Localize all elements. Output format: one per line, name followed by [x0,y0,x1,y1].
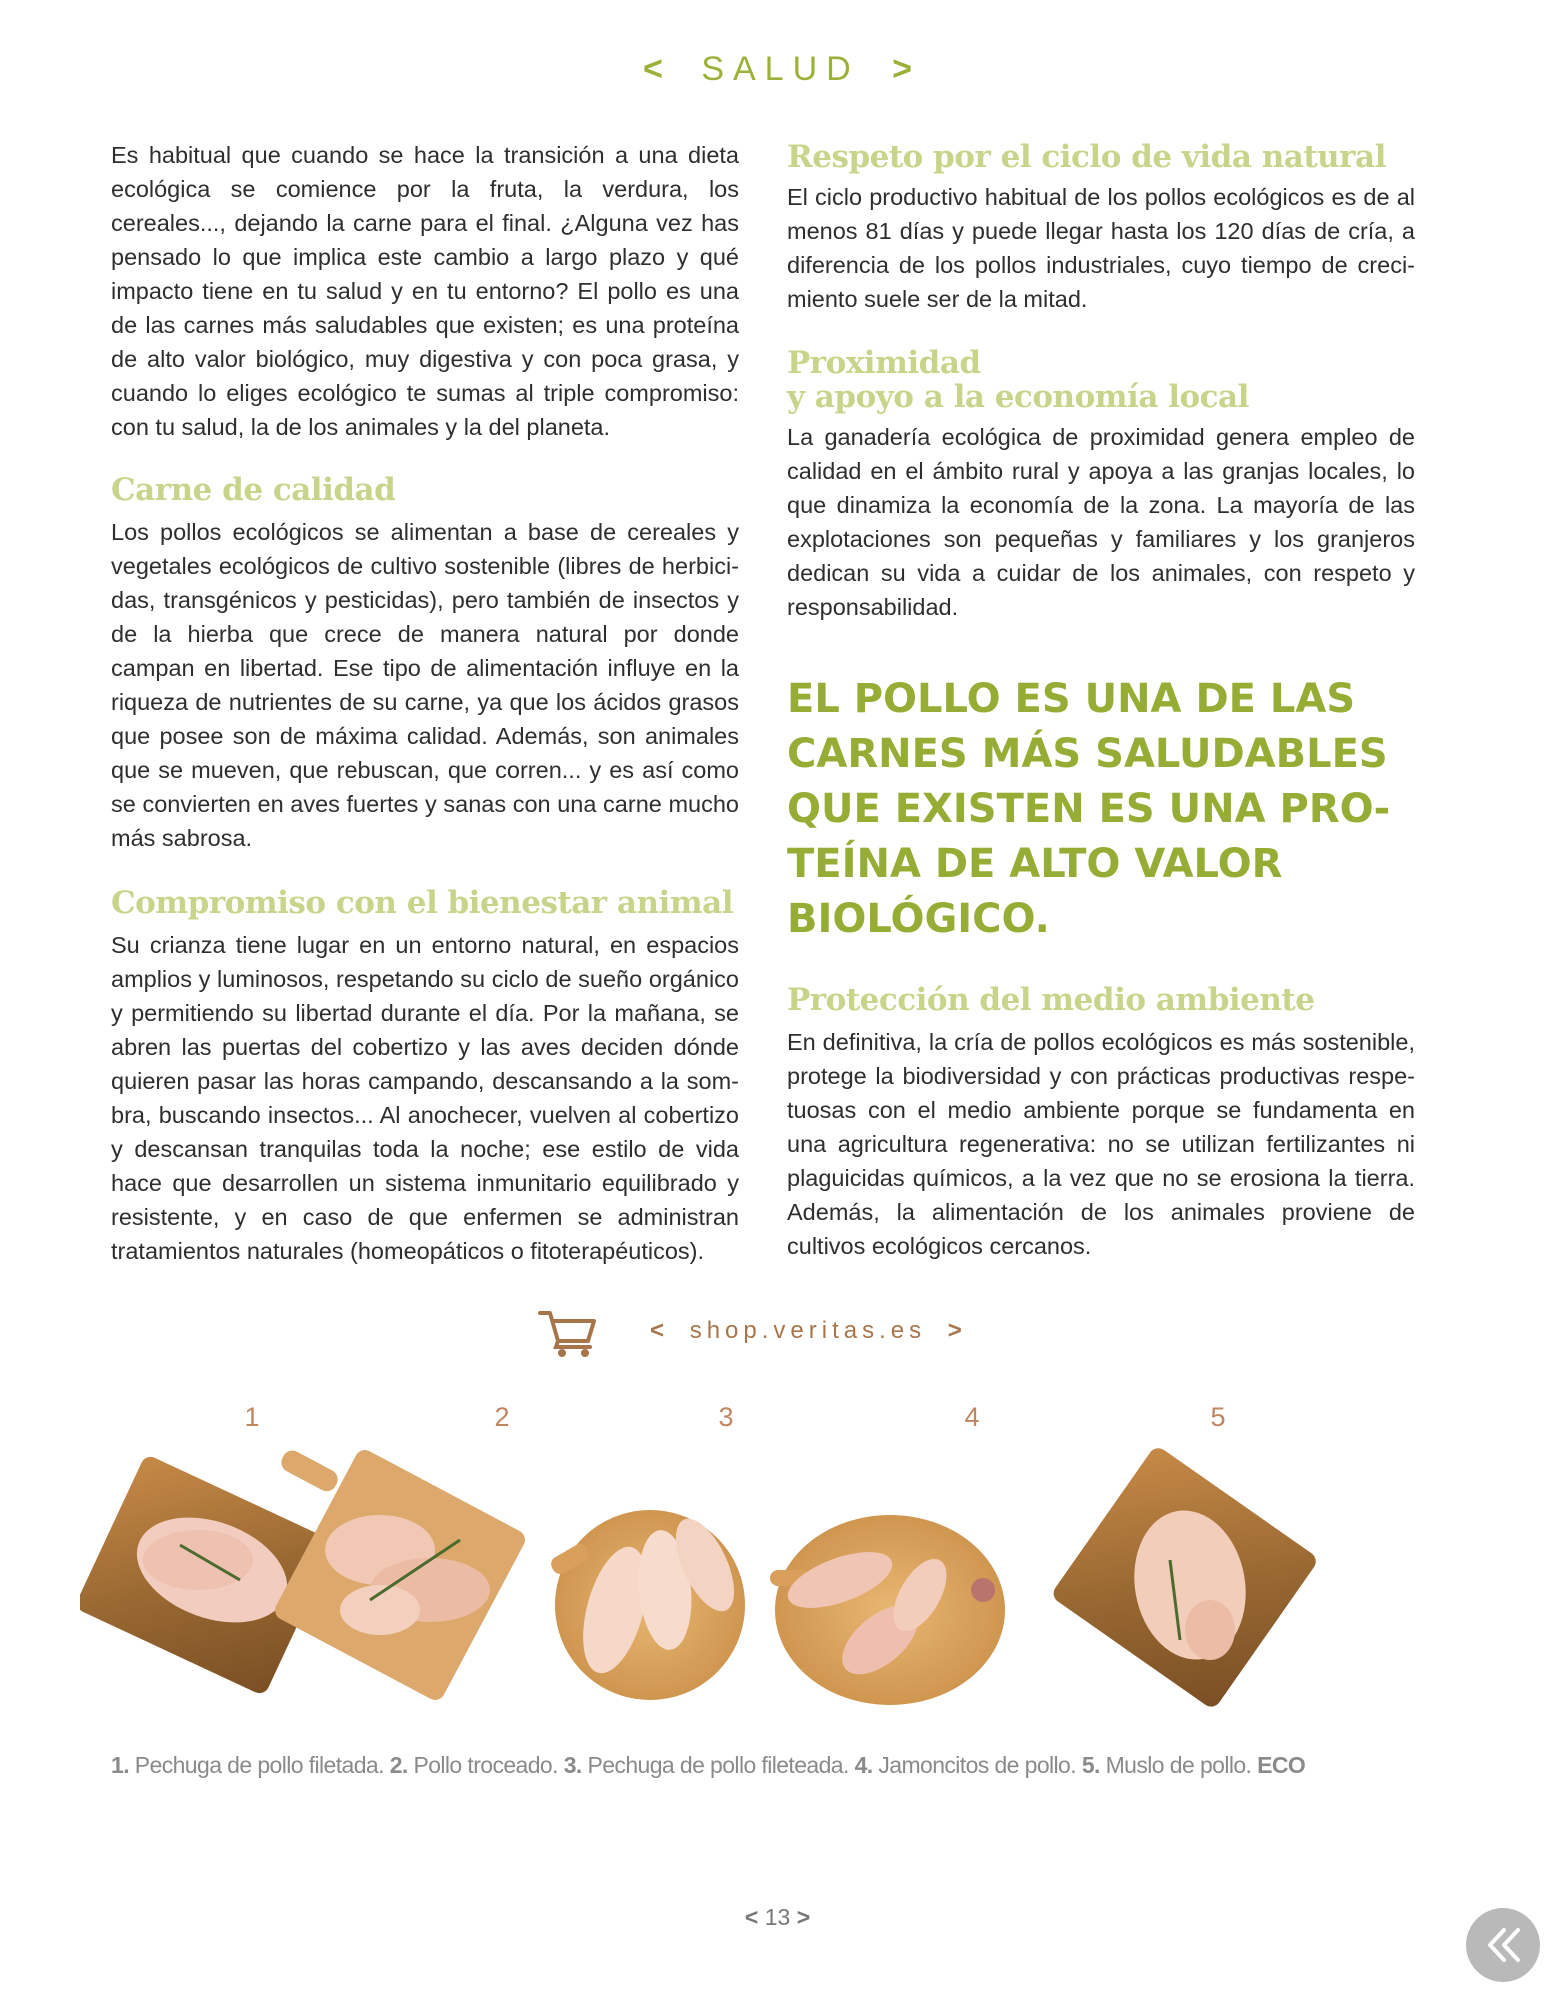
product-number: 2 [494,1402,510,1432]
caption-number: 3. [563,1752,582,1778]
right-column [787,140,1415,1263]
intro-paragraph: Es habitual que cuando se hace la transición a una dieta ecológica se comience por la fruta, la verdura, los cereales..., dejando la carne para el final. ¿Alguna vez has pensado lo que implica este cambio a largo plazo y qué impacto tiene en tu salud y en tu entorno? El pollo es una de las carnes más saludables que existen; es una proteína de alto valor biológico, muy digestiva y con poca grasa, y cuando lo eliges ecológico te sumas al triple compromiso: con tu salud, la de los animales y la del planeta. [111,142,739,440]
caption-number: 5. [1081,1752,1100,1778]
bienestar-animal-paragraph: Su crianza tiene lugar en un entorno natural, en espacios amplios y luminosos, respetando su ciclo de sueño orgánico y permitiendo su libertad durante el día. Por la mañana, se abren las puertas del cobertizo y las aves deciden dónde quieren pasar las horas campando, descansando a la sombra, buscando insectos... Al anochecer, vuelven al cobertizo y descansan tranquilas toda la noche; ese estilo de vida hace que desarrollen un sistema inmunitario equilibrado y resistente, y en caso de que enfermen se administran tratamientos naturales (homeopáticos o fitoterapéuticos). [111,932,739,1264]
double-chevron-left-icon [1466,1908,1540,1982]
heading-medio-ambiente: Protección del medio ambiente [787,982,1315,1018]
back-button[interactable] [1466,1908,1540,1982]
page-number [0,1904,1555,1931]
shop-url-link[interactable] [650,1317,962,1345]
chevron-right-icon: > [892,50,912,88]
heading-bienestar-animal: Compromiso con el bienestar animal [111,885,733,921]
proximidad-paragraph: La ganadería ecológica de proximidad genera empleo de calidad en el ámbito rural y apoya a las granjas locales, lo que dinamiza la economía de la zona. La mayoría de las explotaciones son pequeñas y familiares y los granjeros dedican su vida a cuidar de los animales, con respeto y responsabilidad. [787,424,1415,620]
product-caption [111,1752,1411,1779]
pull-quote: EL POLLO ES UNA DE LAS CARNES MÁS SALUDABLES QUE EXISTEN ES UNA PROTEÍNA DE ALTO VALOR BIOLÓGICO. [787,676,1391,942]
caption-text: Jamoncitos de pollo. [878,1752,1077,1778]
carne-de-calidad-paragraph: Los pollos ecológicos se alimentan a base de cereales y vegetales ecológicos de cultivo sostenible (libres de herbicidas, transgénicos y pesticidas), pero también de insectos y de la hierba que crece de manera natural por donde campan en libertad. Ese tipo de alimentación influye en la riqueza de nutrientes de su carne, ya que los ácidos grasos que posee son de máxima calidad. Además, son animales que se mueven, que rebuscan, que corren... y es así como se convierten en aves fuertes y sanas con una carne mucho más sabrosa. [111,519,739,851]
shop-link-bar [0,1307,1555,1363]
product-number: 1 [244,1402,260,1432]
product-photo-4 [770,1515,1005,1705]
product-number: 5 [1210,1402,1226,1432]
caption-text: Pollo troceado. [413,1752,558,1778]
chevron-left-icon: < [650,1317,665,1344]
chevron-left-icon: < [744,1904,759,1930]
caption-text: Pechuga de pollo filetada. [134,1752,384,1778]
shopping-cart-icon[interactable] [538,1307,598,1364]
eco-label: ECO [1257,1752,1306,1778]
ciclo-de-vida-paragraph: El ciclo productivo habitual de los pollos ecológicos es de al menos 81 días y puede llegar hasta los 120 días de cría, a diferencia de los pollos industriales, cuyo tiempo de crecimiento suele ser de la mitad. [787,184,1415,312]
heading-carne-de-calidad: Carne de calidad [111,472,396,508]
product-number: 3 [718,1402,734,1432]
product-photos [80,1440,1400,1740]
heading-proximidad [787,346,1415,414]
caption-number: 4. [854,1752,873,1778]
caption-number: 2. [389,1752,408,1778]
chevron-left-icon: < [643,50,663,88]
section-header [0,50,1555,89]
medio-ambiente-paragraph: En definitiva, la cría de pollos ecológicos es más sostenible, protege la biodiversidad y con prácticas productivas respetuosas con el medio ambiente porque se fundamenta en una agricultura regenerativa: no se utilizan fertilizantes ni plaguicidas químicos, a la vez que no se erosiona la tierra. Además, la alimentación de los animales proviene de cultivos ecológicos cercanos. [787,1029,1415,1259]
caption-number: 1. [111,1752,129,1778]
page-number-value: 13 [764,1904,791,1930]
section-title: SALUD [701,50,860,88]
heading-ciclo-de-vida: Respeto por el ciclo de vida natural [787,139,1386,175]
product-numbers [0,1402,1555,1442]
caption-text: Pechuga de pollo fileteada. [587,1752,849,1778]
product-photo-2 [272,1447,529,1704]
left-column [111,138,739,1268]
product-number: 4 [964,1402,980,1432]
caption-text: Muslo de pollo. [1105,1752,1252,1778]
chevron-right-icon: > [796,1904,811,1930]
shop-url-text: shop.veritas.es [689,1317,927,1344]
product-photo-3 [548,1510,746,1700]
product-photo-5 [1050,1444,1320,1710]
chevron-right-icon: > [947,1317,962,1344]
heading-proximidad-line2: y apoyo a la economía local [787,379,1249,415]
heading-proximidad-line1: Proximidad [787,345,981,381]
